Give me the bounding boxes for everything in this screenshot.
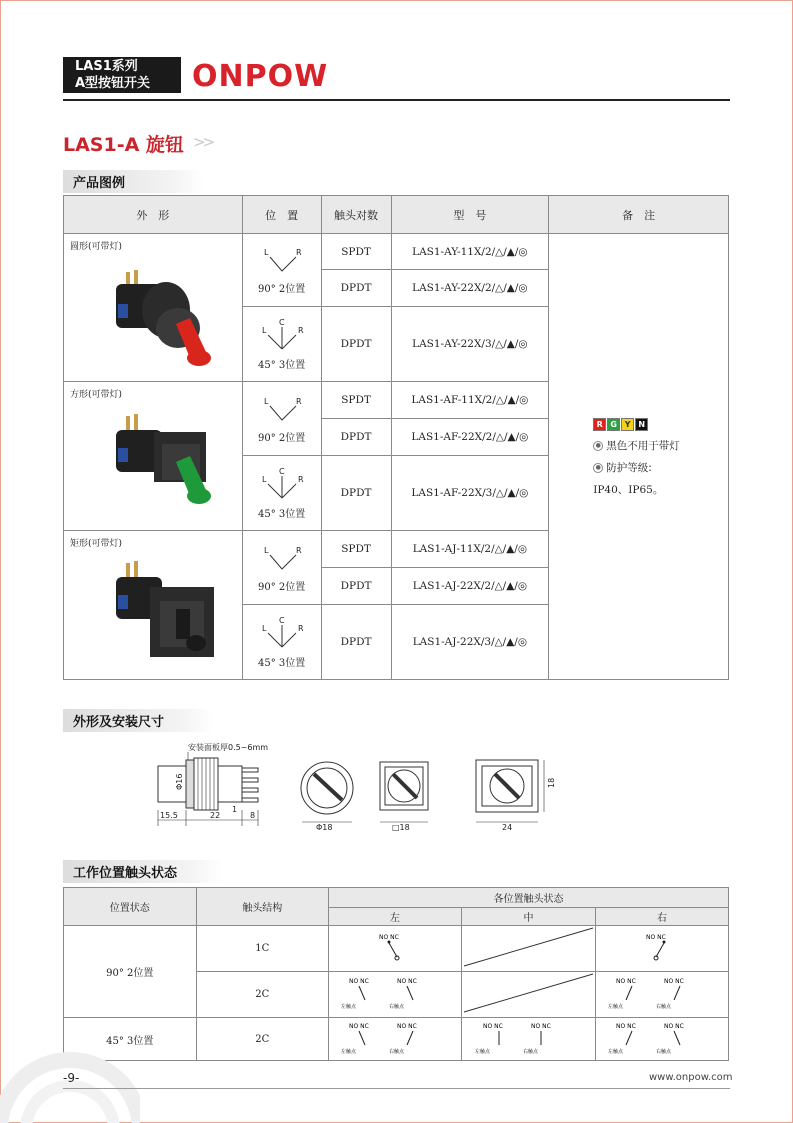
- title-arrows-icon: >>: [193, 133, 213, 151]
- page-number: -9-: [63, 1071, 80, 1085]
- position-label: 90° 2位置: [257, 284, 306, 295]
- col-mid: 中: [462, 908, 596, 926]
- dim-18-height: 18: [547, 777, 556, 788]
- svg-text:左触点: 左触点: [608, 1048, 624, 1055]
- shape-cell-square: [64, 382, 243, 531]
- col-contact-group: 各位置触头状态: [329, 888, 729, 908]
- structure-2c: 2C: [196, 972, 329, 1018]
- dim-8: 8: [250, 811, 256, 820]
- svg-text:L: L: [263, 545, 269, 555]
- remark-note-2: 防护等级:: [606, 461, 652, 474]
- col-model: 型 号: [391, 196, 549, 234]
- svg-text:R: R: [297, 326, 304, 335]
- panel-note: 安装面板厚0.5~6mm: [188, 743, 269, 752]
- square-switch-image: [104, 404, 224, 524]
- color-y: Y: [621, 418, 634, 431]
- contact-left: [329, 1018, 462, 1061]
- svg-text:R: R: [295, 248, 302, 257]
- svg-text:NO NC: NO NC: [616, 1022, 636, 1030]
- svg-text:左触点: 左触点: [341, 1048, 357, 1055]
- remark-note-1: 黑色不用于带灯: [606, 439, 680, 452]
- col-left: 左: [329, 908, 462, 926]
- shape-label: 方形(可带灯): [70, 390, 123, 400]
- svg-text:C: C: [278, 318, 285, 327]
- model-cell: LAS1-AY-22X/3/△/▲/◎: [391, 307, 549, 382]
- dim-sq18: □18: [392, 823, 410, 832]
- contact-mid-na: [462, 926, 596, 972]
- dim-22: 22: [210, 811, 221, 820]
- product-legend-table: [63, 195, 729, 680]
- contacts-cell: DPDT: [321, 307, 391, 382]
- corner-decoration: [0, 1000, 140, 1123]
- position-3-diagram-icon: [252, 615, 312, 651]
- position-3-diagram-icon: [252, 466, 312, 502]
- position-state-90: 90° 2位置: [64, 926, 197, 1018]
- contact-symbol-2c-icon: [335, 974, 455, 1012]
- svg-text:左触点: 左触点: [474, 1048, 490, 1055]
- bullet-icon: ●: [593, 441, 603, 451]
- svg-text:左触点: 左触点: [341, 1004, 357, 1010]
- dimensions-heading: 外形及安装尺寸: [63, 709, 213, 732]
- svg-text:右触点: 右触点: [656, 1048, 672, 1055]
- position-cell: [242, 605, 321, 680]
- contact-right: [596, 1018, 729, 1061]
- contact-mid: [462, 1018, 596, 1061]
- contact-right: [596, 972, 729, 1018]
- contacts-cell: DPDT: [321, 419, 391, 456]
- model-cell: LAS1-AJ-22X/3/△/▲/◎: [391, 605, 549, 680]
- svg-text:C: C: [278, 467, 285, 476]
- svg-text:L: L: [263, 248, 269, 257]
- col-remarks: 备 注: [549, 196, 729, 234]
- structure-2c: 2C: [196, 1018, 329, 1061]
- contact-symbol-2c-icon: [335, 1019, 455, 1057]
- contacts-cell: SPDT: [321, 234, 391, 270]
- position-cell: [242, 307, 321, 382]
- page-title: LAS1-A 旋钮: [63, 134, 184, 156]
- contact-symbol-2c-icon: [602, 974, 722, 1012]
- shape-cell-round: [64, 234, 243, 382]
- col-shape: 外 形: [64, 196, 243, 234]
- product-legend-heading: 产品图例: [63, 170, 203, 193]
- contact-mid-na: [462, 972, 596, 1018]
- model-cell: LAS1-AY-11X/2/△/▲/◎: [391, 234, 549, 270]
- color-g: G: [607, 418, 620, 431]
- contact-symbol-2c-icon: [602, 1019, 722, 1057]
- svg-text:L: L: [261, 475, 267, 484]
- svg-text:NO NC: NO NC: [397, 978, 417, 985]
- structure-1c: 1C: [196, 926, 329, 972]
- position-cell: [242, 234, 321, 307]
- contact-left: [329, 926, 462, 972]
- contact-left: [329, 972, 462, 1018]
- round-switch-image: [104, 254, 224, 374]
- position-label: 90° 2位置: [257, 581, 306, 593]
- contact-right: [596, 926, 729, 972]
- position-2-diagram-icon: [252, 394, 312, 426]
- svg-text:右触点: 右触点: [656, 1004, 672, 1010]
- col-position-state: 位置状态: [64, 888, 197, 926]
- contact-symbol-2c-icon: [469, 1019, 589, 1057]
- position-state-45: 45° 3位置: [64, 1018, 197, 1061]
- col-contacts: 触头对数: [321, 196, 391, 234]
- model-cell: LAS1-AF-22X/3/△/▲/◎: [391, 456, 549, 531]
- svg-text:NO NC: NO NC: [482, 1022, 503, 1030]
- svg-text:L: L: [261, 624, 267, 633]
- position-3-diagram-icon: [252, 317, 312, 353]
- model-cell: LAS1-AF-22X/2/△/▲/◎: [391, 419, 549, 456]
- position-label: 45° 3位置: [257, 658, 306, 669]
- position-label: 45° 3位置: [257, 360, 306, 371]
- dim-24: 24: [502, 823, 513, 832]
- dimension-drawing: [130, 738, 570, 833]
- website-link[interactable]: www.onpow.com: [649, 1072, 733, 1083]
- col-position: 位 置: [242, 196, 321, 234]
- contact-symbol-icon: [642, 929, 682, 965]
- model-cell: LAS1-AY-22X/2/△/▲/◎: [391, 270, 549, 307]
- model-cell: LAS1-AF-11X/2/△/▲/◎: [391, 382, 549, 419]
- col-right: 右: [596, 908, 729, 926]
- footer-divider: [63, 1088, 730, 1089]
- svg-text:NO NC: NO NC: [664, 978, 684, 985]
- contact-symbol-icon: [375, 929, 415, 965]
- svg-text:右触点: 右触点: [389, 1048, 405, 1055]
- col-structure: 触头结构: [196, 888, 329, 926]
- svg-text:左触点: 左触点: [608, 1004, 624, 1010]
- svg-text:R: R: [295, 396, 302, 406]
- color-n: N: [635, 418, 648, 431]
- rect-switch-image: [104, 551, 234, 671]
- position-2-diagram-icon: [252, 543, 312, 575]
- position-cell: [242, 456, 321, 531]
- remarks-cell: [549, 234, 729, 680]
- svg-text:NO NC: NO NC: [664, 1022, 684, 1030]
- svg-text:NO NC: NO NC: [530, 1022, 551, 1030]
- remark-note-3: IP40、IP65。: [593, 483, 664, 496]
- svg-text:R: R: [297, 624, 304, 633]
- contact-status-heading: 工作位置触头状态: [63, 860, 223, 883]
- contacts-cell: DPDT: [321, 605, 391, 680]
- svg-text:NO NC: NO NC: [349, 1022, 369, 1030]
- contacts-cell: DPDT: [321, 270, 391, 307]
- shape-label: 矩形(可带灯): [70, 539, 123, 549]
- svg-text:NO NC: NO NC: [397, 1022, 417, 1030]
- contacts-cell: DPDT: [321, 456, 391, 531]
- series-line-1: LAS1系列: [75, 59, 138, 74]
- bullet-icon: ●: [593, 463, 603, 473]
- position-cell: [242, 531, 321, 605]
- contact-status-table: [63, 887, 729, 1061]
- model-cell: LAS1-AJ-22X/2/△/▲/◎: [391, 568, 549, 605]
- svg-text:C: C: [278, 616, 285, 625]
- header-divider: [63, 99, 730, 101]
- series-line-2: A型按钮开关: [75, 76, 151, 91]
- color-r: R: [593, 418, 606, 431]
- svg-text:右触点: 右触点: [389, 1004, 405, 1010]
- dim-1: 1: [232, 805, 238, 814]
- contacts-cell: SPDT: [321, 382, 391, 419]
- shape-cell-rect: [64, 531, 243, 680]
- svg-text:NO NC: NO NC: [349, 978, 369, 985]
- contacts-cell: DPDT: [321, 568, 391, 605]
- position-label: 45° 3位置: [257, 509, 306, 520]
- svg-text:NO NC: NO NC: [646, 934, 666, 941]
- svg-text:右触点: 右触点: [522, 1048, 538, 1055]
- position-2-diagram-icon: [252, 245, 312, 277]
- dim-phi16: Φ16: [175, 773, 184, 790]
- svg-text:NO NC: NO NC: [616, 978, 636, 985]
- series-label: [63, 57, 181, 93]
- contacts-cell: SPDT: [321, 531, 391, 568]
- svg-text:R: R: [295, 545, 302, 555]
- position-label: 90° 2位置: [257, 432, 306, 444]
- model-cell: LAS1-AJ-11X/2/△/▲/◎: [391, 531, 549, 568]
- svg-text:NO NC: NO NC: [379, 934, 399, 941]
- svg-text:R: R: [297, 475, 304, 484]
- dim-phi18: Φ18: [316, 823, 333, 832]
- svg-text:L: L: [263, 396, 269, 406]
- svg-text:L: L: [261, 326, 267, 335]
- dim-15-5: 15.5: [160, 811, 178, 820]
- shape-label: 圆形(可带灯): [70, 242, 123, 252]
- brand-logo: ONPOW: [192, 59, 329, 94]
- position-cell: [242, 382, 321, 456]
